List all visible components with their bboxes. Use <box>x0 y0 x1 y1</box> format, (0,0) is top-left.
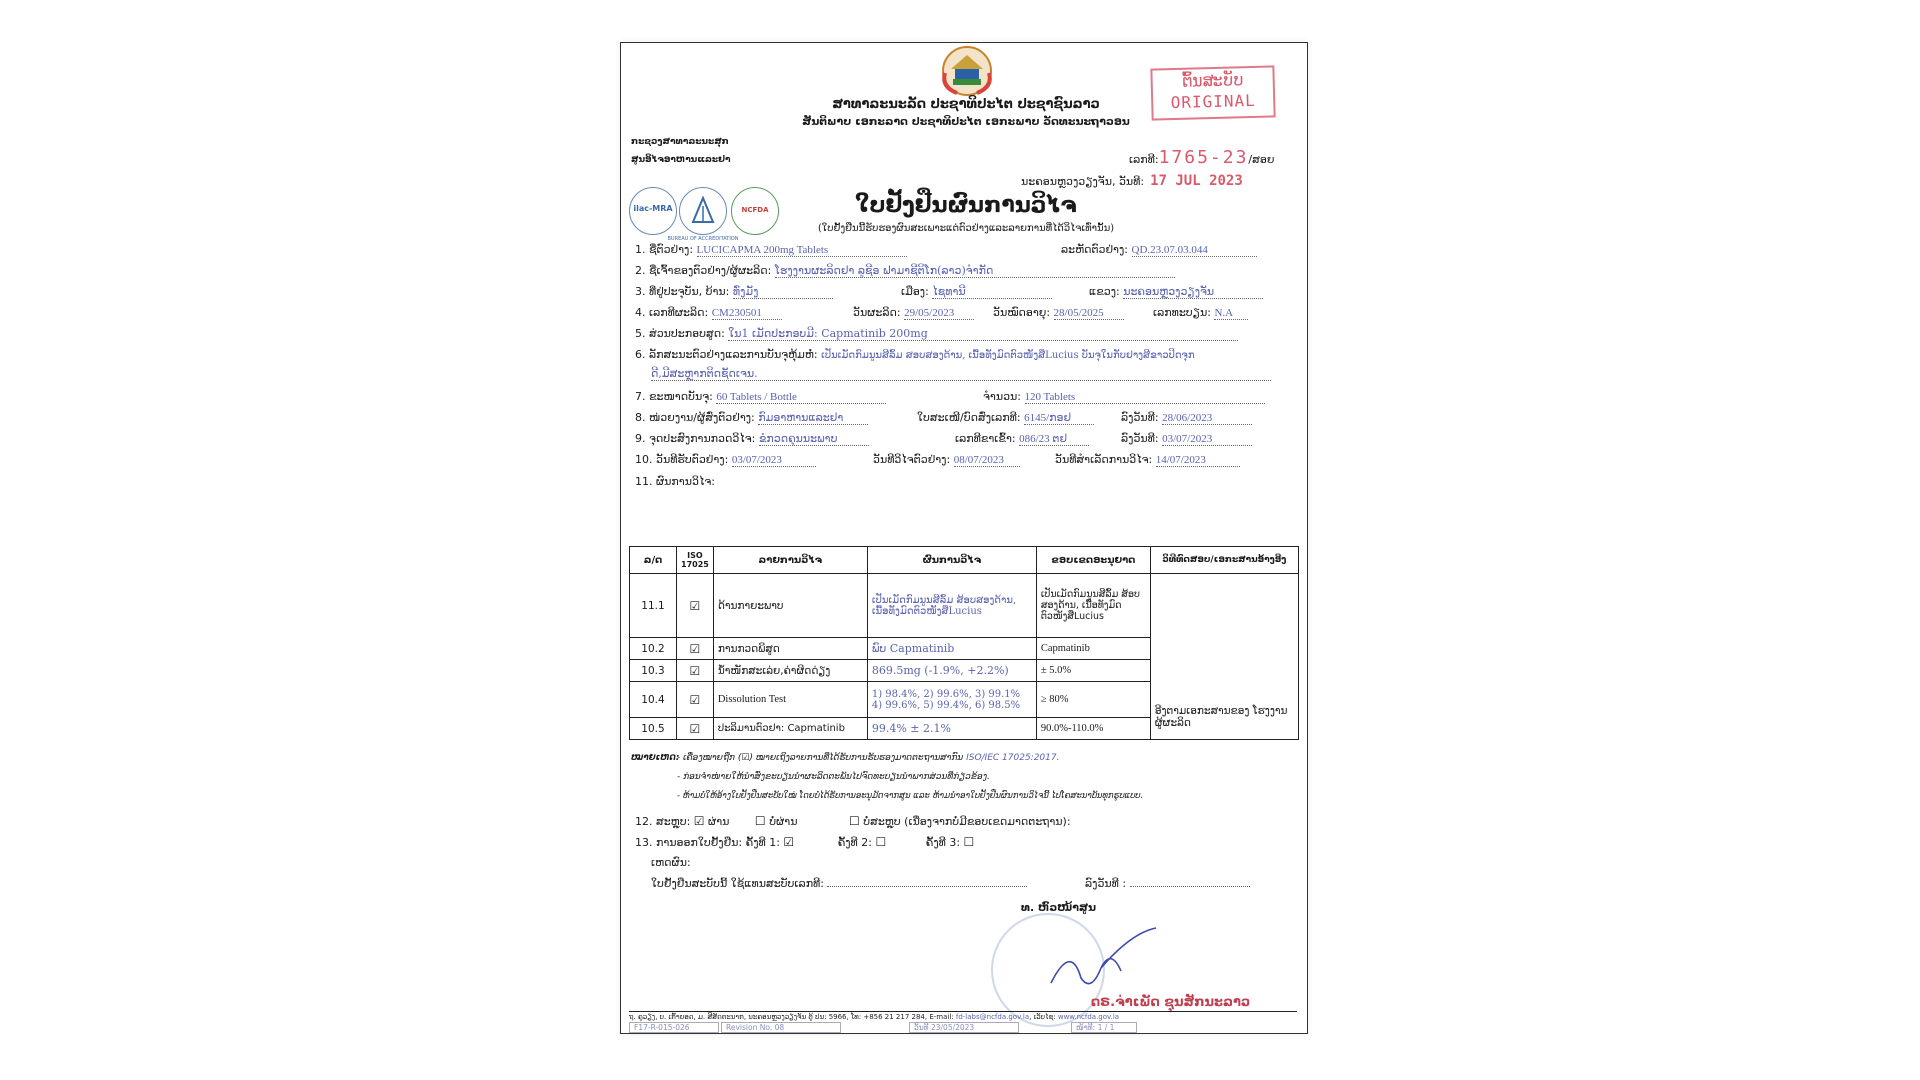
lao-emblem-icon <box>937 43 997 99</box>
field-mfg-date: ວັນຜະລິດ: 29/05/2023 <box>853 306 974 320</box>
issue-reason: ເຫດຜົນ: <box>651 856 691 869</box>
field-inbound-date: ລົງວັນທີ: 03/07/2023 <box>1121 432 1252 446</box>
ministry-name: ກະຊວງສາທາລະນະສຸກ <box>631 137 729 147</box>
iso-check-icon: ☑ <box>677 718 714 740</box>
country-heading: ສາທາລະນະລັດ ປະຊາທິປະໄຕ ປະຊາຊົນລາວ <box>832 97 1100 112</box>
field-request-number: ໃບສະເໜີ/ບົດສົ່ງເລກທີ: 6145/ກອຢ <box>917 411 1094 425</box>
field-analysis-date: ວັນທີວິໄຈຕົວຢ່າງ: 08/07/2023 <box>873 453 1020 467</box>
field-registration: ເລກທະບຽນ: N.A <box>1153 306 1248 320</box>
table-row: 11.1 ☑ ດ້ານກາຍະພາບ ເປັນເມັດກົມນູນສີລົ້ມ ສ້ອບສອງດ້ານ, ເນື້ອທັງມົດຕົວໜັງສືLucius ເປັນເມັດກົມນູນສີລົ້ມ ສ້ອບສອງດ້ານ, ເນື້ອທັງມົດຕົວໜັງສືLucius ອີງຕາມເອກະສານຂອງ ໂຮງງານຜູ້ຜະລິດ <box>630 574 1299 638</box>
field-batch-number: 4. ເລກທີຜະລິດ: CM230501 <box>635 306 782 320</box>
table-header-row <box>630 547 1299 574</box>
field-description-cont: ດີ,ມີສະຫຼາກຕິດຊັດເຈນ. <box>651 367 1271 381</box>
document-footer: ຖ. ຄູວຽງ, ບ. ເກົ້າຍອດ, ມ. ສີສັດຕະນາກ, ນະຄອນຫຼວງວຽງຈັນ ຕູ້ ປນ: 5966, ໂທ: +856 21 217 284, E-mail: fd-labs@ncfda.gov.la, ເວັບໄຊ: www.ncfda.gov.la F17-R-015-026 Revision No. 08 ວັນທີ 23/05/2023 ໜ້າທີ: 1 / 1 <box>629 1011 1297 1030</box>
boa-logo-icon: BUREAU OF ACCREDITATION <box>679 187 727 235</box>
pass-checkbox: ☑ <box>693 814 705 828</box>
center-name: ສູນອິໄຈອາຫານແລະຢາ <box>631 155 731 165</box>
col-iso: ISO 17025 <box>677 547 714 574</box>
certificate-document <box>620 42 1308 1034</box>
place-date: ນະຄອນຫຼວງວຽງຈັນ, ວັນທີ: 17 JUL 2023 <box>1021 173 1243 189</box>
field-request-date: ລົງວັນທີ: 28/06/2023 <box>1121 411 1252 425</box>
document-subtitle: (ໃບຢັ້ງຢືນນີ້ຮັບຮອງຜົນສະເພາະແຕ່ຕົວຢ່າງແລະລາຍການທີ່ໄດ້ວິໄຈເທົ່ານັ້ນ) <box>817 223 1115 234</box>
table-row: 10.5 ☑ ປະລິມານຕົວຢາ: Capmatinib 99.4% ± 2.1% 90.0%-110.0% <box>630 718 1299 740</box>
iso-check-icon: ☑ <box>677 682 714 718</box>
notes-label: ໝາຍເຫດ: <box>631 753 680 763</box>
field-quantity: ຈຳນວນ: 120 Tablets <box>983 390 1265 404</box>
field-inbound-number: ເລກທີຂາເຂົ້າ: 086/23 ຕຢ <box>955 432 1089 446</box>
iso-check-icon: ☑ <box>677 574 714 638</box>
field-address-district: ເມືອງ: ໄຊທານີ <box>901 285 1052 299</box>
issue2-checkbox: ☐ <box>875 835 887 849</box>
issue3-checkbox: ☐ <box>963 835 975 849</box>
signatory-role: ທ. ຫົວໜ້າສູນ <box>1021 901 1097 914</box>
field-pack-size: 7. ຂະໜາດບັນຈຸ: 60 Tablets / Bottle <box>635 390 886 404</box>
nc-checkbox: ☐ <box>848 814 860 828</box>
field-received-date: 10. ວັນທີຮັບຕົວຢ່າງ: 03/07/2023 <box>635 453 816 467</box>
table-row: 10.4 ☑ Dissolution Test 1) 98.4%, 2) 99.6%, 3) 99.1% 4) 99.6%, 5) 99.4%, 6) 98.5% ≥ 80% <box>630 682 1299 718</box>
fail-checkbox: ☐ <box>754 814 766 828</box>
original-stamp: ຕົ້ນສະບັບ ORIGINAL <box>1150 65 1275 120</box>
issue-replace: ໃບຢັ້ງຢືນສະບັບນີ້ ໃຊ້ແທນສະບັບເລກທີ: <box>651 877 1027 890</box>
note-restriction: - ຫ້າມບໍ່ໃຫ້ອ້າງໃບຢັ້ງຢືນສະບັບໃໝ່ ໂດຍບໍ່ໄດ້ຮັບການອະນຸມັດຈາກສູນ ແລະ ຫ້າມນຳອາໃບຢັ້ງຢືນຜົນການວິໄຈນີ້ ໄປໂຄສະນາບັນທຸກຮູບແບບ. <box>677 791 1144 801</box>
issue1-checkbox: ☑ <box>783 835 795 849</box>
col-limit: ຂອບເຂດອະນຸຍາດ <box>1036 547 1150 574</box>
col-no: ລ/ດ <box>630 547 677 574</box>
conclusion-row: 12. ສະຫຼຸບ: ☑ ຜ່ານ ☐ ບໍ່ຜ່ານ ☐ ບໍ່ສະຫຼຸບ (ເນື່ອງຈາກບໍ່ມີຂອບເຂດມາດຕະຖານ): <box>635 814 1071 828</box>
results-heading: 11. ຜົນການວິໄຈ: <box>635 475 715 488</box>
table-row: 10.3 ☑ ນ້ຳໜັກສະເລ່ຍ,ຄ່າຜິດດ່ຽງ 869.5mg (-1.9%, +2.2%) ± 5.0% <box>630 660 1299 682</box>
field-composition: 5. ສ່ວນປະກອບສູດ: ໃນ1 ເມັດປະກອບມີ: Capmatinib 200mg <box>635 327 1238 341</box>
note-registration: - ກ່ອນຈຳໜ່າຍໃຫ້ນຳສົ່ງຂະບຽນນຳຜະລິດຕະພັນໄປຈົດທະບຽນນຳພາກສ່ວນທີ່ກ່ຽວຂ້ອງ. <box>677 772 990 782</box>
iso-check-icon: ☑ <box>677 638 714 660</box>
field-exp-date: ວັນໝົດອາຍຸ: 28/05/2025 <box>993 306 1124 320</box>
col-method: ວິທີທົດສອບ/ເອກະສານອ້າງອີງ <box>1150 547 1298 574</box>
certificate-number: ເລກທີ:1765-23/ສອຍ <box>1129 147 1275 168</box>
field-sample-name: 1. ຊື່ຕົວຢ່າງ: LUCICAPMA 200mg Tablets <box>635 243 907 257</box>
signature-icon <box>1041 923 1161 997</box>
ilac-mra-logo-icon: ilac-MRA <box>629 187 677 235</box>
col-item: ລາຍການວິໄຈ <box>713 547 867 574</box>
field-description: 6. ລັກສະນະຕົວຢ່າງແລະການບັນຈຸຫຸ້ມຫໍ່: ເປັນເມັດກົມນູນສີລົ້ມ ສອບສອງດ້ານ, ເນື້ອທັງມົດຕົວໜັງສືLucius ບັນຈຸໃນກັບຢາງສີຂາວປິດຈຸກ <box>635 348 1195 361</box>
field-sender: 8. ໜ່ວຍງານ/ຜູ້ສົ່ງຕົວຢ່າງ: ກົມອາຫານແລະຢາ <box>635 411 868 425</box>
field-address-village: 3. ທີ່ຢູ່ປະຈຸບັນ, ບ້ານ: ທົ່ງມັງ <box>635 285 833 299</box>
issue-row: 13. ການອອກໃບຢັ້ງຢືນ: ຄັ້ງທີ 1: ☑ ຄັ້ງທີ 2: ☐ ຄັ້ງທີ 3: ☐ <box>635 835 975 849</box>
ncfda-logo-icon: NCFDA <box>731 187 779 235</box>
col-result: ຜົນການວິໄຈ <box>867 547 1036 574</box>
issue-replace-date: ລົງວັນທີ : <box>1085 877 1250 890</box>
results-table <box>629 546 1299 740</box>
table-row: 10.2 ☑ ການກວດພິສູດ ພົບ Capmatinib Capmatinib <box>630 638 1299 660</box>
field-purpose: 9. ຈຸດປະສົງການກວດວິໄຈ: ຂໍກວດຄຸນນະພາບ <box>635 432 869 446</box>
field-owner: 2. ຊື່ເຈົ້າຂອງຕົວຢ່າງ/ຜູ້ຜະລິດ: ໂຮງງານຜະລິດຢາ ລູຊີອ ຟາມາຊີຕິໂກ(ລາວ)ຈຳກັດ <box>635 264 1175 278</box>
note-iso: - ເຄື່ອງໝາຍຖືກ (☑) ໝາຍເຖິງລາຍການທີ່ໄດ້ຮັບການຮັບຮອງມາດຕະຖານສາກົນ ISO/IEC 17025:2017. <box>677 753 1060 763</box>
document-title: ໃບຢັ້ງຢືນຜົນການວິໄຈ <box>855 193 1077 218</box>
field-completed-date: ວັນທີສຳເລັດການວິໄຈ: 14/07/2023 <box>1055 453 1240 467</box>
signatory-name: ດຣ.ຈ່າເພັດ ຊຸນສັກນະລາວ <box>1091 995 1251 1010</box>
field-sample-code: ລະຫັດຕົວຢ່າງ: QD.23.07.03.044 <box>1061 243 1257 257</box>
national-motto: ສັນຕິພາບ ເອກະລາດ ປະຊາທິປະໄຕ ເອກະພາບ ວັດທະນະຖາວອນ <box>802 115 1130 128</box>
field-address-province: ແຂວງ: ນະຄອນຫຼວງວຽງຈັນ <box>1089 285 1263 299</box>
iso-check-icon: ☑ <box>677 660 714 682</box>
